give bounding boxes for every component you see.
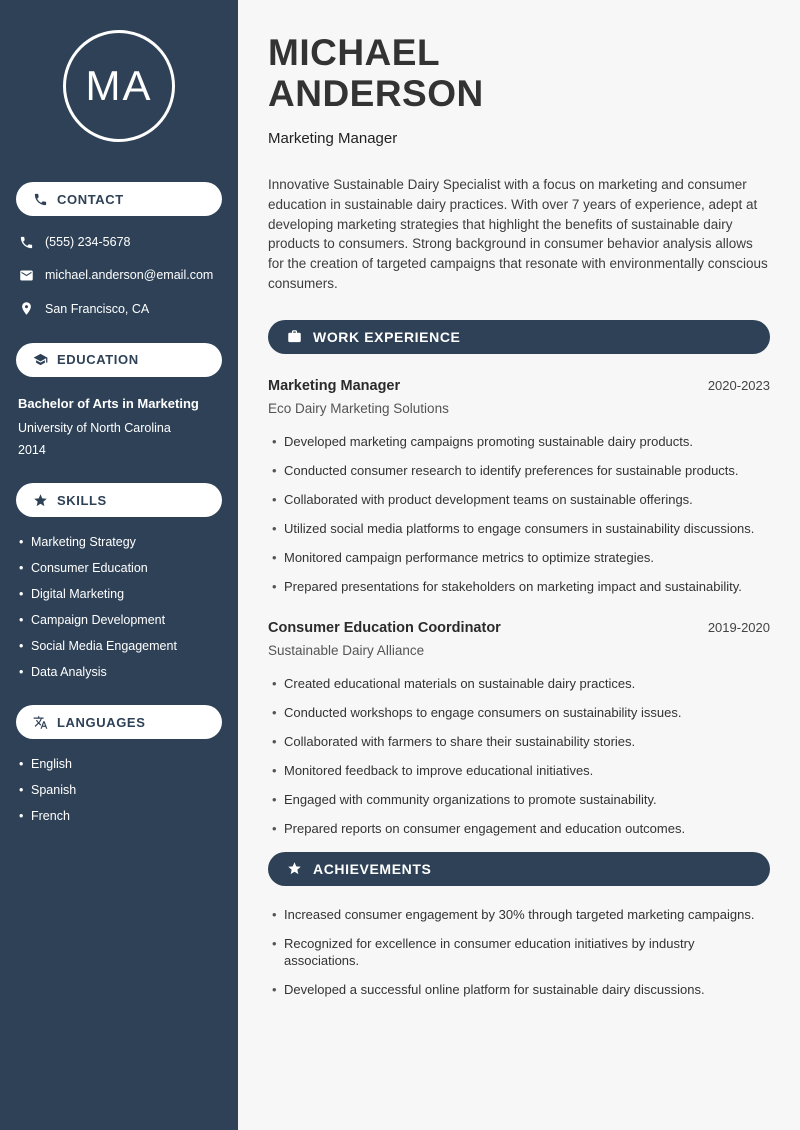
list-item: • Utilized social media platforms to engage consumers in sustainability discussions. — [268, 520, 770, 538]
contact-location — [19, 301, 219, 317]
job-dates: 2019-2020 — [707, 619, 770, 635]
current-job-title: Marketing Manager — [268, 129, 398, 147]
contact-email-value: michael.anderson@email.com — [45, 268, 214, 283]
contact-phone-value: (555) 234-5678 — [45, 235, 131, 249]
list-item: • Collaborated with product development teams on sustainable offerings. — [268, 491, 770, 509]
job-dates: 2020-2023 — [707, 377, 770, 393]
list-item: • Recognized for excellence in consumer education initiatives by industry associations. — [268, 935, 770, 970]
job-bullet-list — [268, 675, 770, 838]
job-role: Marketing Manager — [268, 377, 401, 394]
contact-section — [16, 182, 222, 317]
list-item: • Social Media Engagement — [18, 639, 220, 653]
list-item: • Developed a successful online platform for sustainable dairy discussions. — [268, 981, 770, 999]
education-degree: Bachelor of Arts in Marketing — [18, 395, 199, 411]
list-item: • Conducted workshops to engage consumers on sustainability issues. — [268, 704, 770, 722]
skills-title: SKILLS — [57, 492, 107, 508]
star-icon — [33, 493, 48, 508]
education-title: EDUCATION — [57, 352, 139, 368]
skills-section — [16, 483, 222, 679]
job-bullet-list — [268, 433, 770, 596]
work-experience-header — [268, 320, 770, 354]
list-item: • French — [18, 809, 220, 823]
job-entry — [268, 620, 770, 838]
contact-email — [19, 267, 219, 283]
list-item: • Created educational materials on sustainable dairy practices. — [268, 675, 770, 693]
achievements-title: ACHIEVEMENTS — [313, 860, 432, 877]
list-item: • Monitored feedback to improve educational initiatives. — [268, 762, 770, 780]
list-item: • Increased consumer engagement by 30% through targeted marketing campaigns. — [268, 906, 770, 924]
languages-header — [16, 705, 222, 739]
graduation-cap-icon — [33, 352, 48, 367]
main-content — [238, 0, 800, 1130]
briefcase-icon — [287, 329, 302, 344]
job-company: Eco Dairy Marketing Solutions — [268, 400, 449, 416]
phone-icon — [19, 235, 34, 250]
list-item: • Data Analysis — [18, 665, 220, 679]
job-header — [268, 378, 770, 394]
achievements-list — [268, 906, 770, 999]
job-entry — [268, 378, 770, 596]
list-item: • English — [18, 757, 220, 771]
list-item: • Consumer Education — [18, 561, 220, 575]
list-item: • Developed marketing campaigns promoting sustainable dairy products. — [268, 433, 770, 451]
list-item: • Spanish — [18, 783, 220, 797]
contact-location-value: San Francisco, CA — [45, 301, 150, 316]
list-item: • Prepared presentations for stakeholders on marketing impact and sustainability. — [268, 578, 770, 596]
avatar — [63, 30, 175, 142]
job-company: Sustainable Dairy Alliance — [268, 642, 425, 658]
list-item: • Marketing Strategy — [18, 535, 220, 549]
name-line-1: MICHAEL — [268, 32, 441, 73]
email-icon — [19, 268, 34, 283]
list-item: • Campaign Development — [18, 613, 220, 627]
job-role: Consumer Education Coordinator — [268, 619, 501, 636]
job-header — [268, 620, 770, 636]
translate-icon — [33, 715, 48, 730]
list-item: • Prepared reports on consumer engagement and education outcomes. — [268, 820, 770, 838]
skills-list — [18, 535, 220, 679]
achievements-header — [268, 852, 770, 886]
phone-icon — [33, 192, 48, 207]
summary-paragraph: Innovative Sustainable Dairy Specialist with a focus on marketing and consumer education in sustainable dairy practices. With over 7 years of experience, adept at developing marketing strategies that highlight the benefits of sustainable dairy products to consumers. Strong background in consumer behavior analysis allows for the creation of targeted campaigns that resonate with environmentally conscious consumers. — [268, 176, 768, 292]
languages-title: LANGUAGES — [57, 714, 146, 730]
list-item: • Monitored campaign performance metrics to optimize strategies. — [268, 549, 770, 567]
list-item: • Engaged with community organizations to promote sustainability. — [268, 791, 770, 809]
skills-header — [16, 483, 222, 517]
star-icon — [287, 861, 302, 876]
page-title — [268, 32, 770, 115]
education-year: 2014 — [18, 443, 46, 458]
work-experience-title: WORK EXPERIENCE — [313, 328, 461, 345]
location-icon — [19, 301, 34, 316]
education-section — [16, 343, 222, 458]
contact-title: CONTACT — [57, 191, 124, 207]
education-school: University of North Carolina — [18, 421, 171, 436]
avatar-initials: MA — [85, 62, 153, 109]
education-header — [16, 343, 222, 377]
name-line-2: ANDERSON — [268, 73, 484, 115]
list-item: • Collaborated with farmers to share their sustainability stories. — [268, 733, 770, 751]
contact-header — [16, 182, 222, 216]
list-item: • Digital Marketing — [18, 587, 220, 601]
contact-phone — [19, 234, 219, 250]
languages-section — [16, 705, 222, 823]
list-item: • Conducted consumer research to identify preferences for sustainable products. — [268, 462, 770, 480]
sidebar — [0, 0, 238, 1130]
languages-list — [18, 757, 220, 823]
